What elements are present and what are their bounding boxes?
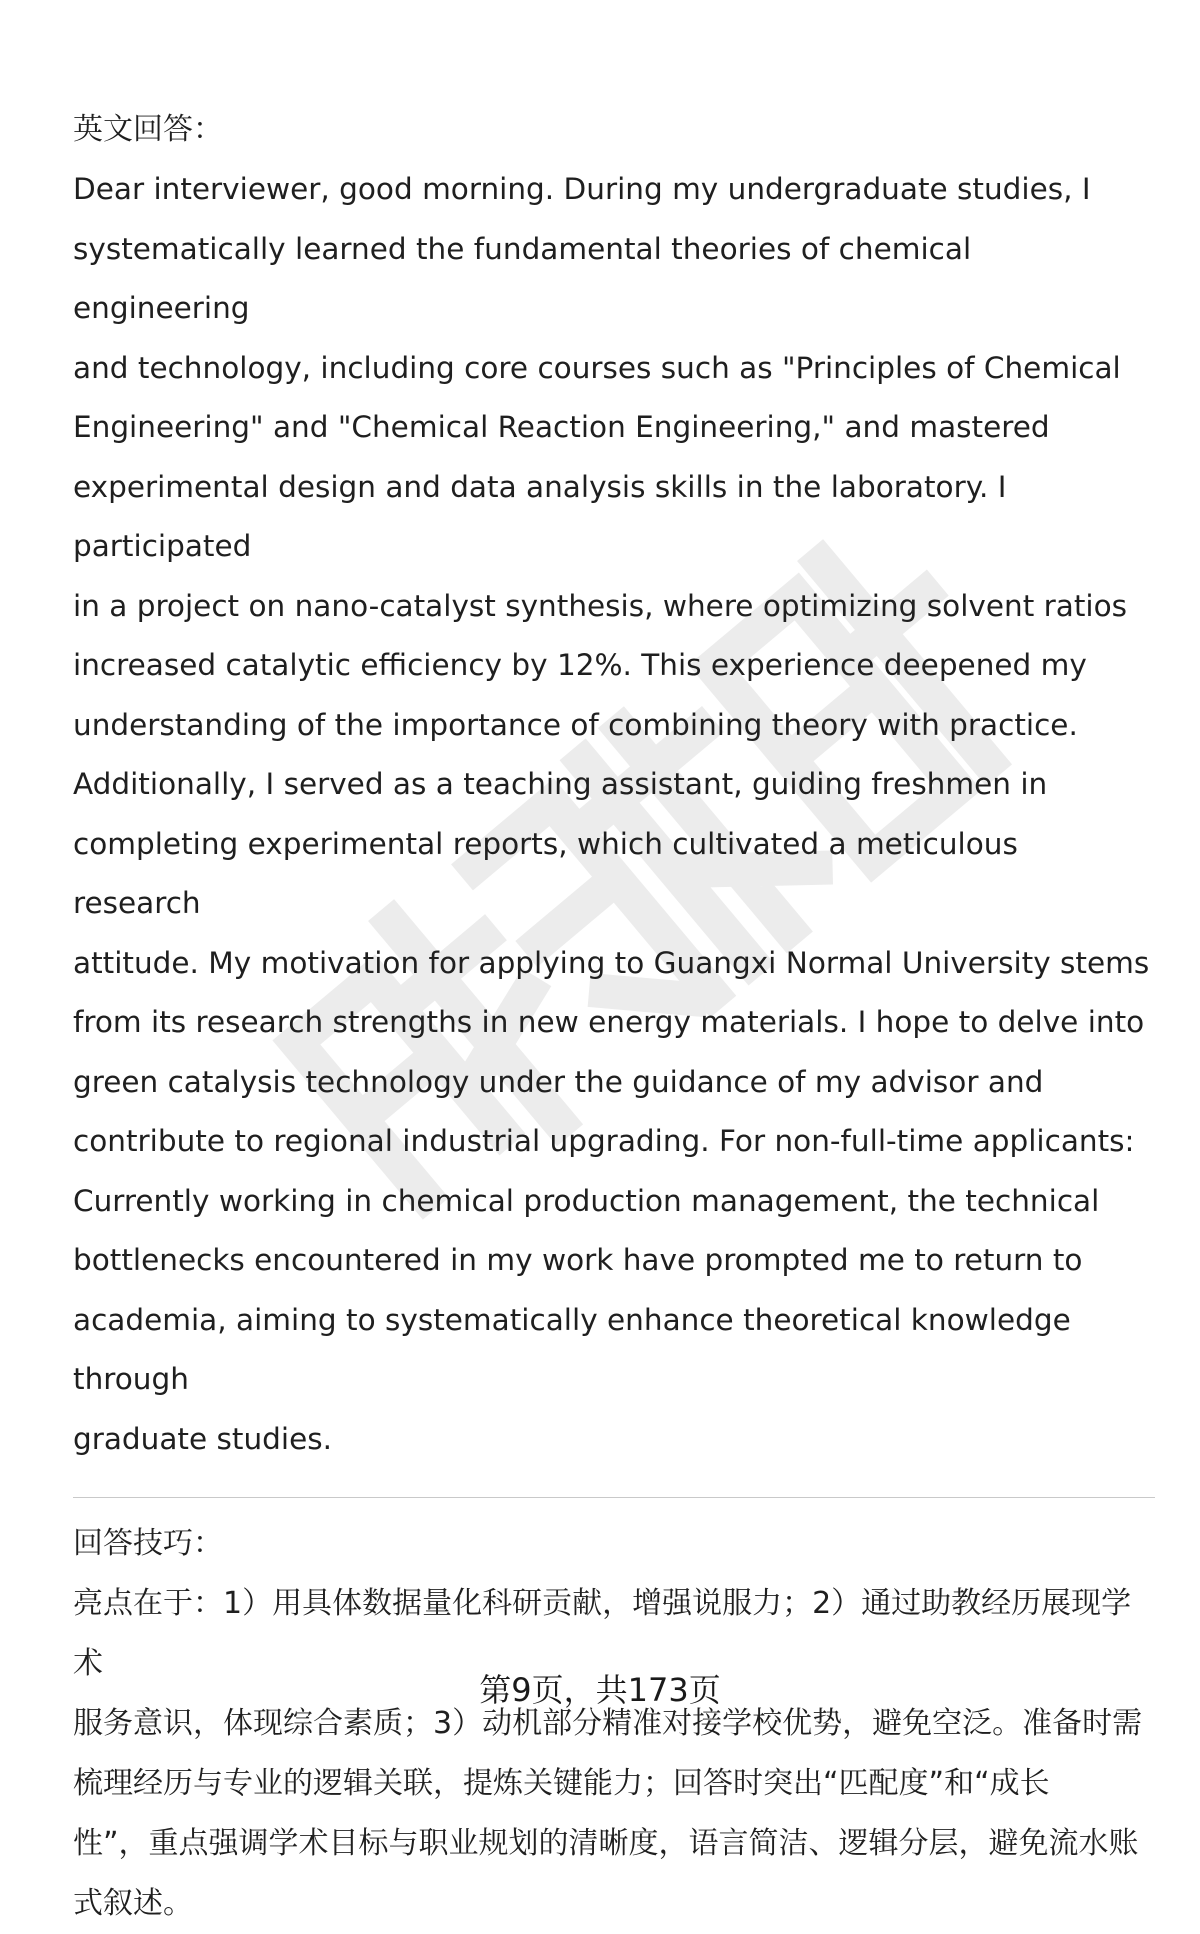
tips-label: 回答技巧： <box>73 1526 223 1561</box>
content-area <box>73 100 1153 1934</box>
answer-label: 英文回答： <box>73 112 223 147</box>
tips-text: 亮点在于：1）用具体数据量化科研贡献，增强说服力；2）通过助教经历展现学术 服务意识，体现综合素质；3）动机部分精准对接学校优势，避免空泛。准备时需 梳理经历与专业的逻辑关联，提炼关键能力；回答时突出“匹配度”和“成长 性”，重点强调学术目标与职业规划的清晰度，语言简洁、逻辑分层，避免流水账 式叙述。 <box>73 1586 1143 1921</box>
english-answer-text: Dear interviewer, good morning. During my undergraduate studies, I systematically learned the fundamental theories of chemical engineering and technology, including core courses such as "Principles of Chemical Engineering" and "Chemical Reaction Engineering," and mastered experimental design and data analysis skills in the laboratory. I participated in a project on nano-catalyst synthesis, where optimizing solvent ratios increased catalytic efficiency by 12%. This experience deepened my understanding of the importance of combining theory with practice. Additionally, I served as a teaching assistant, guiding freshmen in completing experimental reports, which cultivated a meticulous research attitude. My motivation for applying to Guangxi Normal University stems from its research strengths in new energy materials. I hope to delve into green catalysis technology under the guidance of my advisor and contribute to regional industrial upgrading. For non-full-time applicants: Currently working in chemical production management, the technical bottlenecks encountered in my work have prompted me to return to academia, aiming to systematically enhance theoretical knowledge through graduate studies. <box>73 172 1150 1456</box>
page-number: 第9页，共173页 <box>479 1671 721 1709</box>
section-divider <box>73 1497 1155 1498</box>
